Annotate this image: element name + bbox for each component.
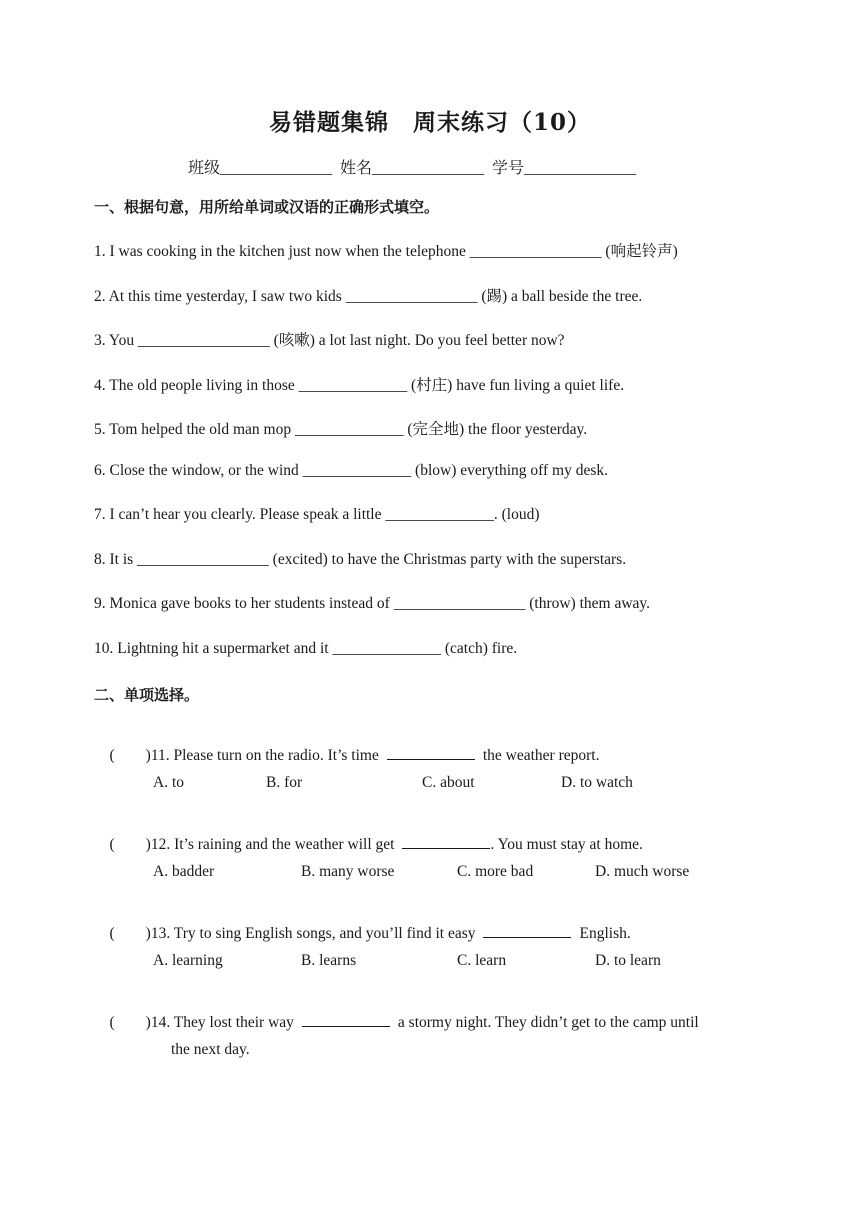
- fill-item-5: 5. Tom helped the old man mop ______________ (完全地) the floor yesterday.: [94, 421, 588, 438]
- option-a: A. badder: [153, 863, 215, 880]
- section2-heading: 二、单项选择。: [94, 686, 200, 704]
- fill-item-9: 9. Monica gave books to her students instead of _________________ (throw) them away.: [94, 595, 651, 612]
- fill-item-1: 1. I was cooking in the kitchen just now when the telephone _________________ (响起铃声): [94, 243, 678, 260]
- answer-blank: [302, 1025, 390, 1027]
- fill-item-2: 2. At this time yesterday, I saw two kids _________________ (踢) a ball beside the tree.: [94, 288, 643, 305]
- question-stem: 12. It’s raining and the weather will get: [150, 836, 395, 853]
- student-info-line: 班级______________ 姓名______________ 学号______________: [188, 160, 637, 177]
- option-c: C. about: [422, 774, 475, 791]
- fill-item-8: 8. It is _________________ (excited) to have the Christmas party with the superstars.: [94, 551, 627, 568]
- fill-item-6: 6. Close the window, or the wind ______________ (blow) everything off my desk.: [94, 462, 609, 479]
- fill-item-10: 10. Lightning hit a supermarket and it ______________ (catch) fire.: [94, 640, 518, 657]
- question-stem-end: a stormy night. They didn’t get to the camp until: [397, 1014, 699, 1031]
- section1-heading: 一、根据句意，用所给单词或汉语的正确形式填空。: [94, 198, 440, 216]
- question-stem: 13. Try to sing English songs, and you’ll find it easy: [150, 925, 476, 942]
- option-b: B. many worse: [301, 863, 395, 880]
- option-a: A. to: [153, 774, 184, 791]
- answer-paren: ( ): [109, 925, 151, 942]
- answer-blank: [483, 936, 571, 938]
- option-b: B. for: [266, 774, 303, 791]
- answer-blank: [387, 758, 475, 760]
- fill-item-3: 3. You _________________ (咳嗽) a lot last night. Do you feel better now?: [94, 332, 565, 349]
- answer-blank: [402, 847, 490, 849]
- option-d: D. to watch: [561, 774, 633, 791]
- option-d: D. to learn: [595, 952, 661, 969]
- fill-item-7: 7. I can’t hear you clearly. Please speak a little ______________. (loud): [94, 506, 540, 523]
- question-stem-end: English.: [579, 925, 631, 942]
- option-b: B. learns: [301, 952, 357, 969]
- answer-paren: ( ): [109, 1014, 151, 1031]
- question-stem-end: the weather report.: [482, 747, 600, 764]
- option-a: A. learning: [153, 952, 223, 969]
- option-c: C. more bad: [457, 863, 534, 880]
- page-title: 易错题集锦 周末练习（10）: [268, 109, 591, 136]
- fill-item-4: 4. The old people living in those ______________ (村庄) have fun living a quiet life.: [94, 377, 625, 394]
- answer-paren: ( ): [109, 836, 151, 853]
- answer-paren: ( ): [109, 747, 151, 764]
- question-stem-end: . You must stay at home.: [490, 836, 643, 853]
- question-stem: 11. Please turn on the radio. It’s time: [150, 747, 379, 764]
- question-stem: 14. They lost their way: [150, 1014, 294, 1031]
- option-d: D. much worse: [595, 863, 690, 880]
- question-14-continuation: the next day.: [171, 1041, 250, 1058]
- option-c: C. learn: [457, 952, 507, 969]
